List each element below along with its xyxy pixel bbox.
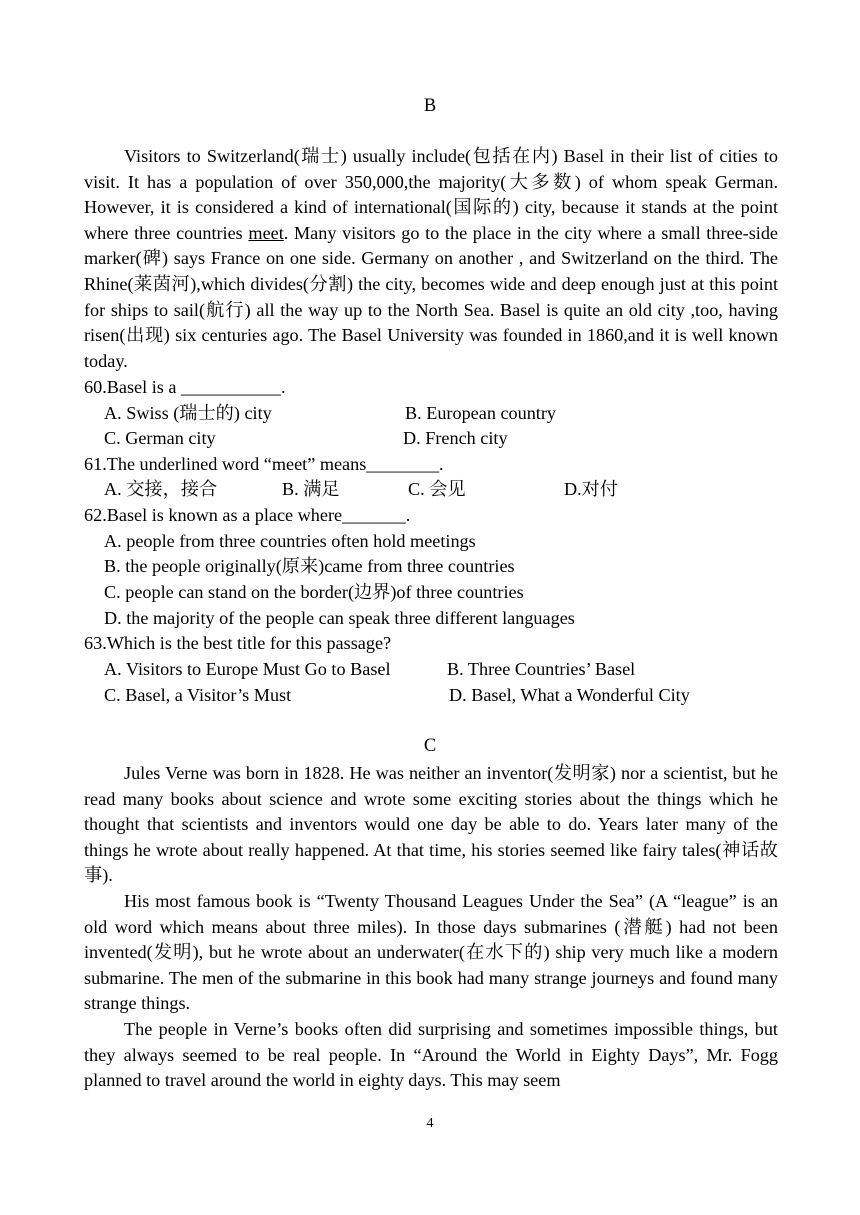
question-60-option-a: A. Swiss (瑞士的) city [104, 403, 272, 423]
question-60-option-d: D. French city [403, 428, 508, 448]
passage-text-pre: Visitors to Switzerland(瑞士) usually include(包括在内) Basel in their list of cities to visit. It has a population of over 350,000,the majority(大多数) of whom speak German. However, it is considered a kind of international(国际的) city, because it stands at the point where three countries [84, 146, 778, 243]
page-number: 4 [426, 1116, 434, 1131]
question-62-option-b: B. the people originally(原来)came from three countries [104, 556, 515, 576]
section-b-passage [84, 144, 778, 374]
question-63-option-a: A. Visitors to Europe Must Go to Basel [104, 659, 391, 679]
question-61-option-d: D.对付 [564, 479, 619, 499]
question-60-option-b: B. European country [405, 403, 557, 423]
question-61-stem: 61.The underlined word “meet” means________. [84, 454, 444, 474]
question-62-option-d: D. the majority of the people can speak three different languages [104, 608, 575, 628]
section-c-paragraph-1: Jules Verne was born in 1828. He was neither an inventor(发明家) nor a scientist, but he read many books about science and wrote some exciting stories about the things which he thought that scientists and inventors would one day be able to do. Years later many of the things he wrote about really happened. At that time, his stories seemed like fairy tales(神话故事). [84, 763, 778, 886]
question-63-option-b: B. Three Countries’ Basel [447, 659, 636, 679]
question-60-stem: 60.Basel is a ___________. [84, 377, 286, 397]
question-62-option-a: A. people from three countries often hold meetings [104, 531, 476, 551]
section-b-title: B [423, 96, 437, 116]
underlined-word-meet: meet [248, 222, 284, 243]
question-62-stem: 62.Basel is known as a place where_______. [84, 505, 411, 525]
question-61-option-c: C. 会见 [408, 479, 466, 499]
section-c-paragraph-2: His most famous book is “Twenty Thousand Leagues Under the Sea” (A “league” is an old word which means about three miles). In those days submarines (潜艇) had not been invented(发明), but he wrote about an underwater(在水下的) ship very much like a modern submarine. The men of the submarine in this book had many strange journeys and found many strange things. [84, 891, 778, 1014]
question-63-option-c: C. Basel, a Visitor’s Must [104, 685, 292, 705]
question-61-option-a: A. 交接，接合 [104, 479, 218, 499]
section-c-title: C [423, 736, 437, 756]
question-63-option-d: D. Basel, What a Wonderful City [449, 685, 690, 705]
question-63-stem: 63.Which is the best title for this passage? [84, 633, 392, 653]
question-61-option-b: B. 满足 [282, 479, 340, 499]
question-62-option-c: C. people can stand on the border(边界)of three countries [104, 582, 524, 602]
passage-text-post: . Many visitors go to the place in the city where a small three-side marker(碑) says France on one side. Germany on another , and Switzerland on the third. The Rhine(莱茵河),which divides(分割) the city, becomes wide and deep enough just at this point for ships to sail(航行) all the way up to the North Sea. Basel is quite an old city ,too, having risen(出现) six centuries ago. The Basel University was founded in 1860,and it is well known today. [84, 222, 779, 371]
section-c-paragraph-3: The people in Verne’s books often did surprising and sometimes impossible things, but they always seemed to be real people. In “Around the World in Eighty Days”, Mr. Fogg planned to travel around the world in eighty days. This may seem [84, 1019, 778, 1091]
question-60-option-c: C. German city [104, 428, 216, 448]
